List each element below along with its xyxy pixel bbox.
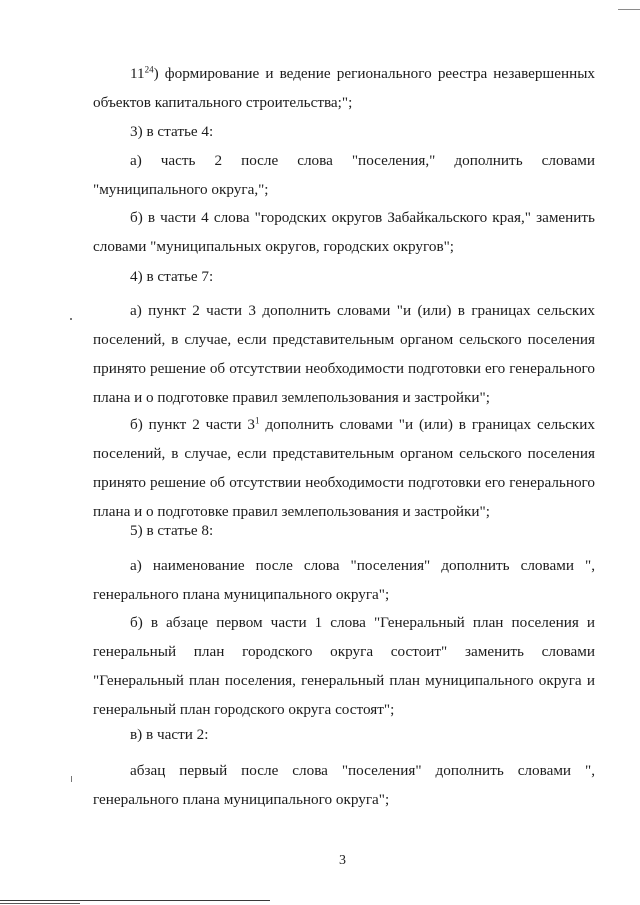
scan-edge-line bbox=[0, 900, 270, 901]
paragraph-article-8: 5) в статье 8: bbox=[130, 522, 214, 539]
paragraph-4b: б) в части 4 слова "городских округов Забайкальского края," заменить словами "муниципальных округов, городских округов"; bbox=[93, 209, 595, 255]
paragraph-8c: в) в части 2: bbox=[130, 726, 209, 743]
scan-speck bbox=[71, 776, 72, 782]
paragraph-8b: б) в абзаце первом части 1 слова "Генеральный план поселения и генеральный план городского округа состоит" заменить словами "Генеральный план поселения, генеральный план муниципального округа и генеральный план городского округа состоят"; bbox=[93, 614, 595, 718]
scan-speck bbox=[70, 318, 72, 320]
superscript: 1 bbox=[255, 415, 260, 426]
paragraph-text: б) пункт 2 части 3 bbox=[130, 416, 256, 433]
paragraph-4a: а) часть 2 после слова "поселения," дополнить словами "муниципального округа,"; bbox=[93, 152, 595, 198]
paragraph-article-7: 4) в статье 7: bbox=[130, 268, 214, 285]
paragraph-7a: а) пункт 2 части 3 дополнить словами "и (или) в границах сельских поселений, в случае, если представительным органом сельского поселения принято решение об отсутствии необходимости подготовки его генерального плана и о подготовке правил землепользования и застройки"; bbox=[93, 302, 595, 406]
scan-edge-line bbox=[0, 903, 80, 904]
paragraph-8c-first-abzac: абзац первый после слова "поселения" дополнить словами ", генерального плана муниципального округа"; bbox=[93, 762, 595, 808]
page-number: 3 bbox=[339, 853, 346, 868]
paragraph-text: дополнить словами "и (или) в границах сельских поселений, в случае, если представительным органом сельского поселения принято решение об отсутствии необходимости подготовки его генерального плана и о подготовке правил землепользования и застройки"; bbox=[93, 416, 595, 520]
paragraph-8a: а) наименование после слова "поселения" дополнить словами ", генерального плана муниципального округа"; bbox=[93, 557, 595, 603]
paragraph-11-24 bbox=[93, 59, 595, 117]
superscript: 24 bbox=[144, 64, 154, 75]
scan-edge-mark bbox=[618, 9, 640, 10]
paragraph-item-number: 11 bbox=[130, 65, 145, 82]
paragraph-text: ) формирование и ведение регионального реестра незавершенных объектов капитального строительства;"; bbox=[93, 65, 595, 111]
paragraph-article-4: 3) в статье 4: bbox=[130, 123, 214, 140]
paragraph-7b bbox=[93, 410, 595, 526]
